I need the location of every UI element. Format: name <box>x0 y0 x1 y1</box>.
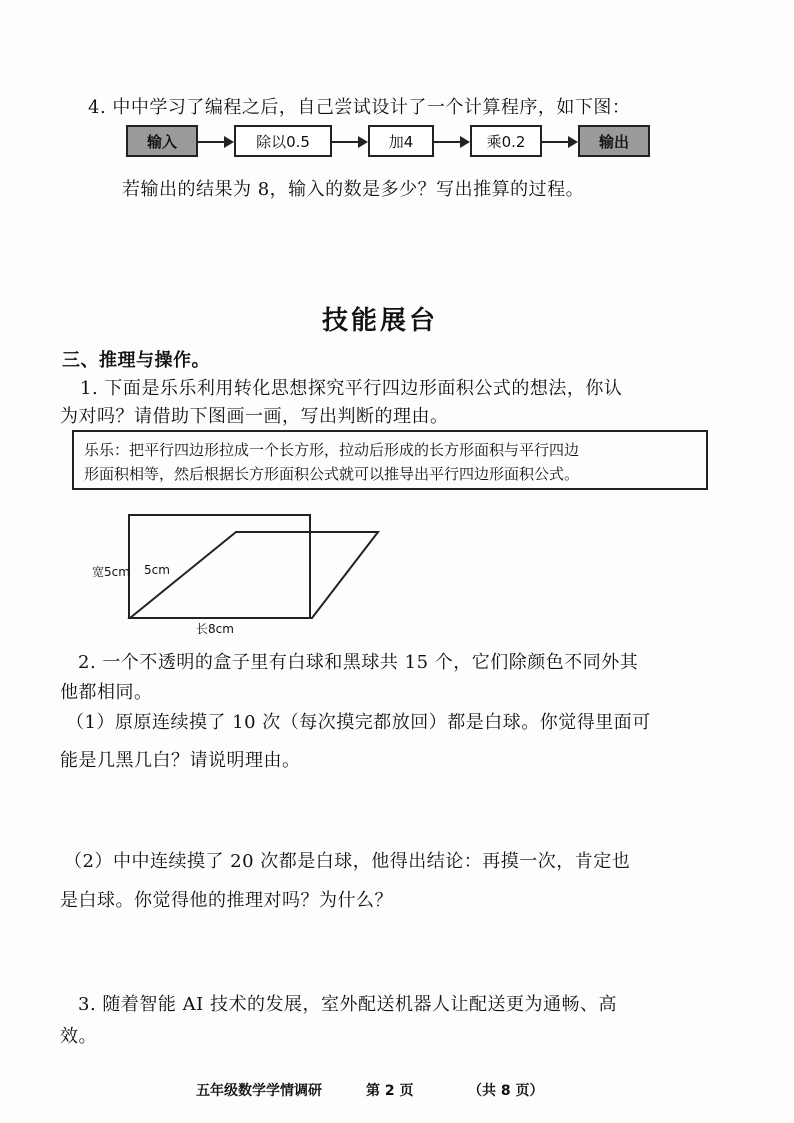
q3-line2: 效。 <box>60 1026 97 1047</box>
lele-idea-line2: 形面积相等，然后根据长方形面积公式就可以推导出平行四边形面积公式。 <box>84 465 580 483</box>
q4-question: 若输出的结果为 8，输入的数是多少？写出推算的过程。 <box>122 179 585 200</box>
q2a-line1: （1）原原连续摸了 10 次（每次摸完都放回）都是白球。你觉得里面可 <box>66 712 651 733</box>
q2a-line2: 能是几黑几白？请说明理由。 <box>60 750 301 771</box>
q4-text: 4. 中中学习了编程之后，自己尝试设计了一个计算程序，如下图： <box>88 97 631 118</box>
footer-page-number: 第 2 页 <box>366 1083 414 1099</box>
q2b-line1: （2）中中连续摸了 20 次都是白球，他得出结论：再摸一次，肯定也 <box>64 851 631 872</box>
q2b-line2: 是白球。你觉得他的推理对吗？为什么？ <box>60 890 393 911</box>
flow-output-box: 输出 <box>578 125 650 157</box>
lele-idea-box <box>72 430 708 490</box>
parallelogram-side-label: 5cm <box>144 563 170 577</box>
flow-add-box: 加4 <box>368 125 434 157</box>
flow-multiply-box: 乘0.2 <box>470 125 542 157</box>
footer-total-pages: （共 8 页） <box>468 1083 544 1099</box>
footer-subject: 五年级数学学情调研 <box>196 1083 322 1099</box>
rect-width-label: 宽5cm <box>92 565 130 579</box>
flow-divide-box: 除以0.5 <box>234 125 332 157</box>
q1-line2: 为对吗？请借助下图画一画，写出判断的理由。 <box>60 406 449 427</box>
q1-line1: 1. 下面是乐乐利用转化思想探究平行四边形面积公式的想法，你认 <box>80 378 623 399</box>
flow-arrow <box>542 141 576 143</box>
q2-line2: 他都相同。 <box>60 682 153 703</box>
section-title: 技能展台 <box>322 306 439 336</box>
q3-line1: 3. 随着智能 AI 技术的发展，室外配送机器人让配送更为通畅、高 <box>78 994 617 1015</box>
flow-arrow <box>332 141 366 143</box>
part3-heading: 三、推理与操作。 <box>62 350 210 371</box>
flow-arrow <box>434 141 468 143</box>
flow-input-box: 输入 <box>126 125 198 157</box>
flow-arrow <box>198 141 232 143</box>
q2-line1: 2. 一个不透明的盒子里有白球和黑球共 15 个，它们除颜色不同外其 <box>78 652 639 673</box>
rect-length-label: 长8cm <box>196 622 234 636</box>
lele-idea-line1: 乐乐：把平行四边形拉成一个长方形，拉动后形成的长方形面积与平行四边 <box>84 441 580 459</box>
